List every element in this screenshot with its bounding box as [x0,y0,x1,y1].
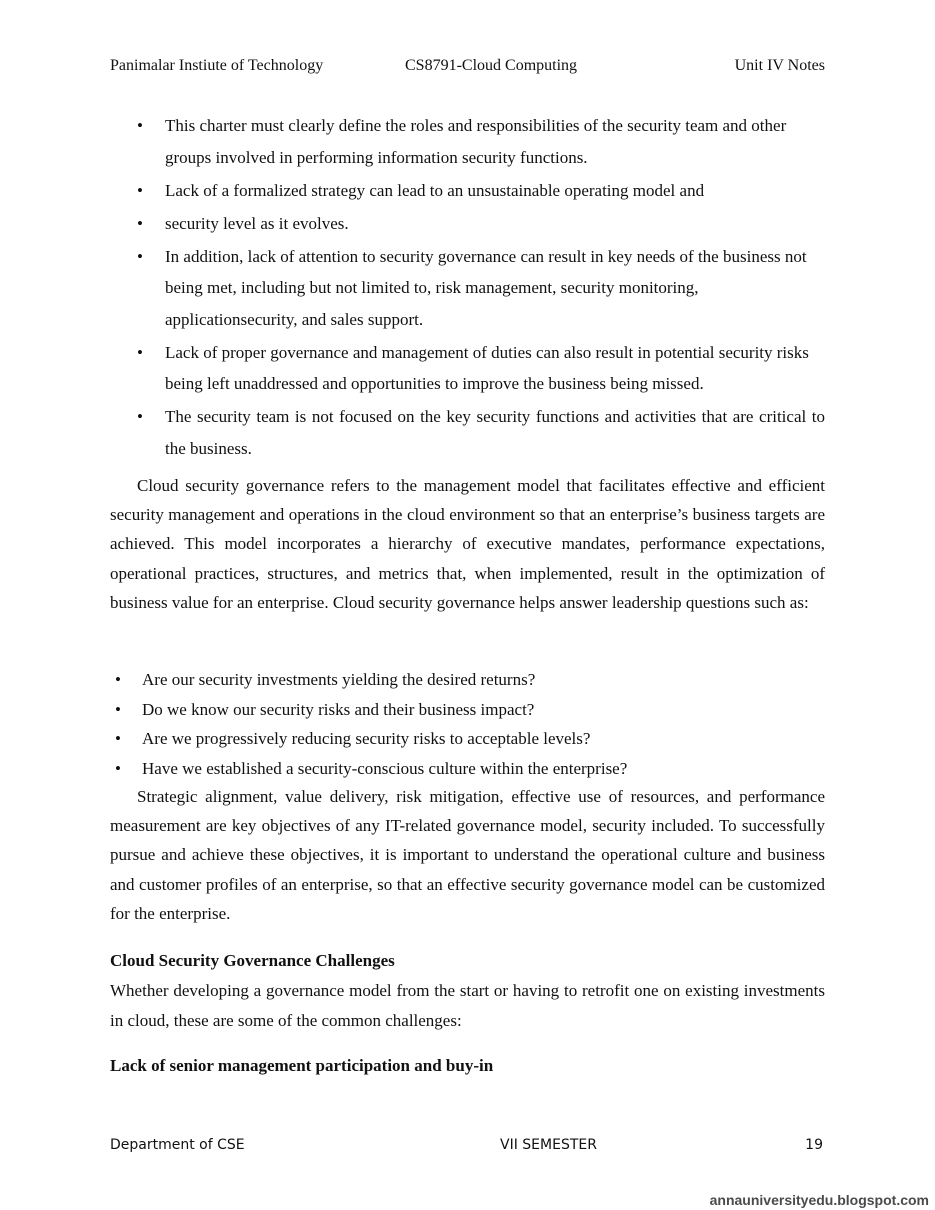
bullet-list-leadership-questions [110,665,825,783]
list-item: • Have we established a security-conscious culture within the enterprise? [110,754,825,784]
list-item: • security level as it evolves. [110,208,825,240]
header-course: CS8791-Cloud Computing [405,57,578,74]
header-unit: Unit IV Notes [734,57,825,74]
list-item: • Lack of proper governance and management of duties can also result in potential security risks being left unaddressed and opportunities to improve the business being missed. [110,337,825,400]
header-institute: Panimalar Instiute of Technology [110,57,324,74]
paragraph-governance-definition: Cloud security governance refers to the management model that facilitates effective and efficient security management and operations in the cloud environment so that an enterprise’s business targets are achieved. This model incorporates a hierarchy of executive mandates, performance expectations, operational practices, structures, and metrics that, when implemented, result in the optimization of business value for an enterprise. Cloud security governance helps answer leadership questions such as: [110,476,825,612]
list-item: • Do we know our security risks and their business impact? [110,695,825,725]
footer-page-number: 19 [805,1137,823,1153]
list-item: • This charter must clearly define the roles and responsibilities of the security team and other groups involved in performing information security functions. [110,110,825,173]
paragraph-objectives: Strategic alignment, value delivery, risk mitigation, effective use of resources, and performance measurement are key objectives of any IT-related governance model, security included. To successfully pursue and achieve these objectives, it is important to understand the operational culture and business and customer profiles of an enterprise, so that an effective security governance model can be customized for the enterprise. [110,787,825,923]
footer-department: Department of CSE [110,1137,245,1153]
section-heading: Cloud Security Governance Challenges [110,951,395,970]
list-item: • Lack of a formalized strategy can lead to an unsustainable operating model and [110,175,825,207]
list-item: • Are our security investments yielding the desired returns? [110,665,825,695]
list-item: • Are we progressively reducing security risks to acceptable levels? [110,724,825,754]
paragraph-challenges-intro: Whether developing a governance model from the start or having to retrofit one on existing investments in cloud, these are some of the common challenges: [110,981,825,1030]
list-item: • In addition, lack of attention to security governance can result in key needs of the business not being met, including but not limited to, risk management, security monitoring, applicationsecurity, and sales support. [110,241,825,336]
subsection-heading: Lack of senior management participation and buy-in [110,1056,494,1075]
bullet-list-charter [110,110,825,466]
watermark: annauniversityedu.blogspot.com [709,1192,929,1208]
list-item: • The security team is not focused on the key security functions and activities that are critical to the business. [110,401,825,464]
footer-semester: VII SEMESTER [500,1137,597,1153]
